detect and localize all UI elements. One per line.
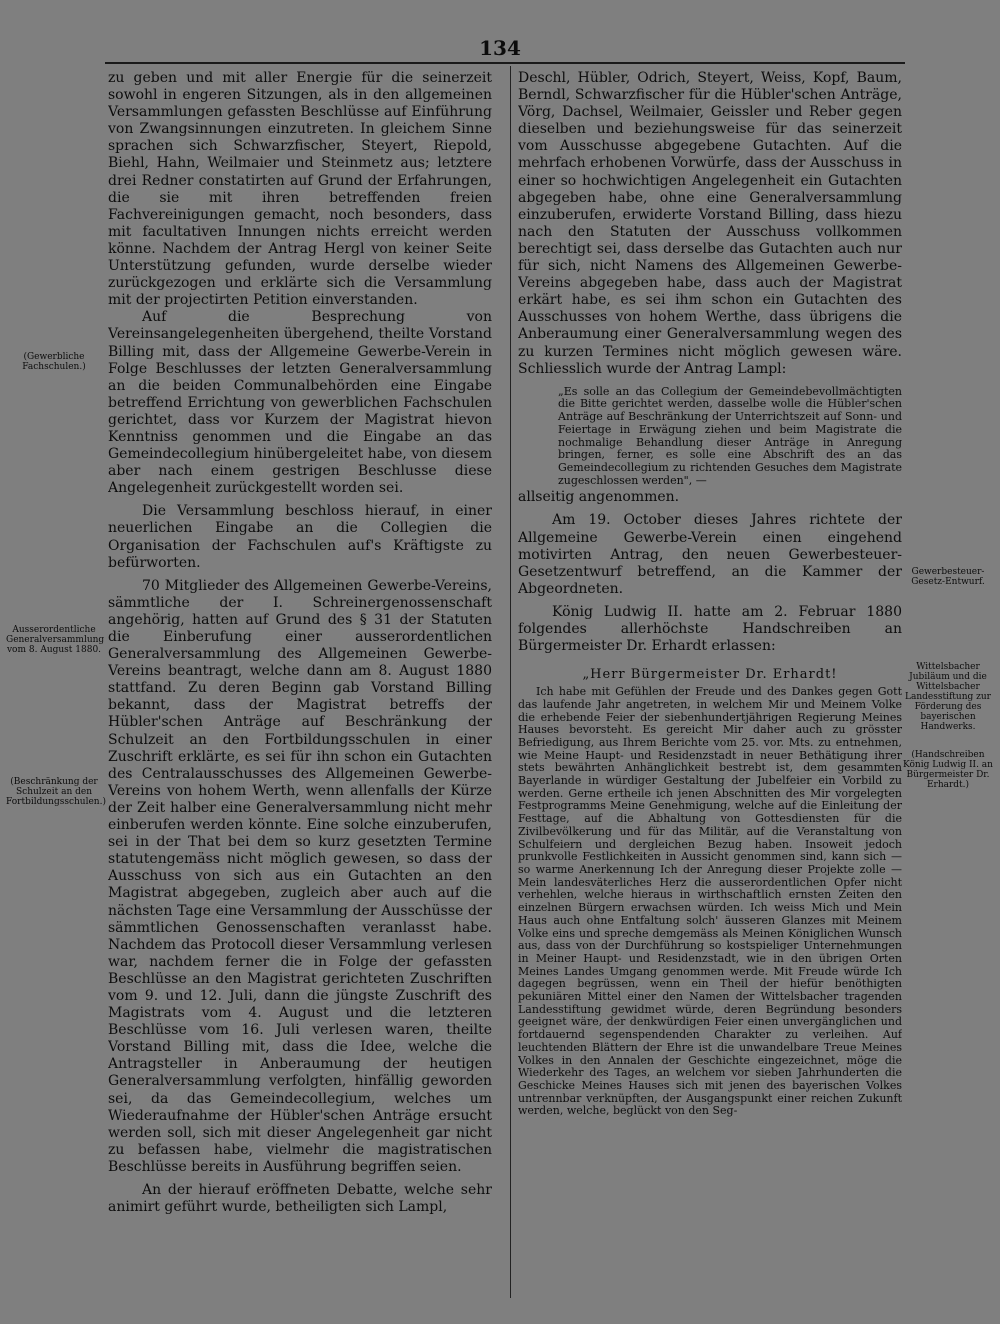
margin-note-fachschulen: (Gewerbliche Fachschulen.) [22,352,86,372]
letter-body: Ich habe mit Gefühlen der Freude und des Dankes gegen Gott das laufende Jahr angetreten, in welchem Mir und Meinem Volke die erhebende Feier der siebenhundertjährigen Regierung Meines Hauses bevorsteht. Es gereicht Mir daher auch zu grösster Befriedigung, aus Ihrem Berichte vom 25. vor. Mts. zu entnehmen, wie Meine Haupt- und Residenzstadt in neuer Bethätigung ihrer stets bewährten Anhänglichkeit bestrebt ist, dem gesammten Bayerlande in würdiger Gestaltung der Jubelfeier ein Vorbild zu werden. Gerne ertheile ich jenen Abschnitten des Mir vorgelegten Festprogramms Meine Genehmigung, welche auf die Einleitung der Festtage, auf die Abhaltung von Gottesdiensten für die Zivilbevölkerung und für das Militär, auf die Veranstaltung von Schulfeiern und dergleichen Bezug haben. Insoweit jedoch prunkvolle Festlichkeiten in Aussicht genommen sind, kann sich — so warme Anerkennung Ich der Anregung dieser Projekte zolle — Mein landesväterliches Herz die ausserordentlichen Opfer nicht verhehlen, welche hieraus in wirthschaftlich ernsten Zeiten den einzelnen Bürgern erwachsen würden. Ich weiss Mich und Mein Haus auch ohne Entfaltung solch' äusseren Glanzes mit Meinem Volke eins und spreche demgemäss als Meinen Königlichen Wunsch aus, dass von der Durchführung so kostspieliger Unternehmungen in Meiner Haupt- und Residenzstadt, wie in den übrigen Orten Meines Landes Umgang genommen werde. Mit Freude würde Ich dagegen begrüssen, wenn ein Theil der hiefür benöthigten pekuniären Mittel einer den Namen der Wittelsbacher tragenden Landesstiftung gewidmet würde, deren Begründung besonders geeignet wäre, der denkwürdigen Feier einen unvergänglichen und fortdauernd segenspendenden Charakter zu verleihen. Auf leuchtenden Blättern der Ehre ist die unwandelbare Treue Meines Volkes in den Annalen der Geschichte eingezeichnet, möge die Wiederkehr des Tages, an welchem vor sieben Jahrhunderten die Geschicke Meines Hauses sich mit jenen des bayerischen Volkes untrennbar verknüpften, der Ausgangspunkt einer reichen Zukunft werden, welche, beglückt von den Seg- [518,685,902,1118]
left-column [108,70,492,1216]
paragraph: König Ludwig II. hatte am 2. Februar 1880 folgendes allerhöchste Handschreiben an Bürgermeister Dr. Erhardt erlassen: [518,603,902,655]
paragraph: zu geben und mit aller Energie für die seinerzeit sowohl in engeren Sitzungen, als in den allgemeinen Versammlungen gefassten Beschlüsse auf Einführung von Zwangsinnungen einzutreten. In gleichem Sinne sprachen sich Schwarzfischer, Steyert, Riepold, Biehl, Hahn, Weilmaier und Steinmetz aus; letztere drei Redner constatirten auf Grund der Erfahrungen, die sie mit ihren betreffenden freien Fachvereinigungen gemacht, noch besonders, dass mit facultativen Innungen nichts erreicht werden könne. Nachdem der Antrag Hergl von keiner Seite Unterstützung gefunden, wurde derselbe wieder zurückgezogen und erklärte sich die Versammlung mit der projectirten Petition einverstanden. [108,70,492,309]
block-quote: „Es solle an das Collegium der Gemeindebevollmächtigten die Bitte gerichtet werden, dasselbe wolle die Hübler'schen Anträge auf Beschränkung der Unterrichtszeit auf Sonn- und Feiertage in Erwägung ziehen und beim Magistrate die nochmalige Behandlung dieser Anträge in Anregung bringen, ferner, es solle eine Abschrift des an das Gemeindecollegium zu richtenden Gesuches dem Magistrate zugeschlossen werden", — [558,384,902,487]
paragraph: 70 Mitglieder des Allgemeinen Gewerbe-Vereins, sämmtliche der I. Schreinergenossenschaft angehörig, hatten auf Grund des § 31 der Statuten die Einberufung einer ausserordentlichen Generalversammlung des Allgemeinen Gewerbe-Vereins beantragt, welche dann am 8. August 1880 stattfand. Zu deren Beginn gab Vorstand Billing bekannt, dass der Magistrat betreffs der Hübler'schen Anträge auf Beschränkung der Schulzeit an den Fortbildungsschulen in einer Zuschrift erklärte, es sei für ihn schon ein Gutachten des Centralausschusses des Allgemeinen Gewerbe-Vereins von hohem Werth, wenn allenfalls der Kürze der Zeit halber eine Generalversammlung nicht mehr einberufen werden könnte. Eine solche einzuberufen, sei in der That bei dem so kurz gesetzten Termine statutengemäss nicht möglich gewesen, so dass der Ausschuss von sich aus ein Gutachten an den Magistrat abgegeben, zugleich aber auch auf die nächsten Tage eine Versammlung der Ausschüsse der sämmtlichen Genossenschaften veranlasst habe. Nachdem das Protocoll dieser Versammlung verlesen war, nachdem ferner die in Folge der gefassten Beschlüsse an den Magistrat gerichteten Zuschriften vom 9. und 12. Juli, dann die jüngste Zuschrift des Magistrats vom 4. August und die letzteren Beschlüsse vom 16. Juli verlesen waren, theilte Vorstand Billing mit, dass die Idee, welche die Antragsteller in Anberaumung der heutigen Generalversammlung verfolgten, hinfällig geworden sei, da das Gemeindecollegium, welches um Wiederaufnahme der Hübler'schen Anträge ersucht werden soll, sich mit dieser Angelegenheit gar nicht zu befassen habe, vielmehr die magistratischen Beschlüsse bereits in Ausführung begriffen seien. [108,577,492,1175]
column-divider [510,66,511,1298]
letter-salutation: „Herr Bürgermeister Dr. Erhardt! [582,667,838,683]
paragraph: Am 19. October dieses Jahres richtete der Allgemeine Gewerbe-Verein einen eingehend motivirten Antrag, den neuen Gewerbesteuer-Gesetzentwurf betreffend, an die Kammer der Abgeordneten. [518,512,902,597]
header-rule [105,62,905,64]
margin-note-handschreiben: (Handschreiben König Ludwig II. an Bürgermeister Dr. Erhardt.) [903,750,993,790]
paragraph: Auf die Besprechung von Vereinsangelegenheiten übergehend, theilte Vorstand Billing mit, dass der Allgemeine Gewerbe-Verein in Folge Beschlusses der letzten Generalversammlung an die beiden Communalbehörden eine Eingabe betreffend Errichtung von gewerblichen Fachschulen gerichtet, dass vor Kurzem der Magistrat hievon Kenntniss genommen und die Eingabe an das Gemeindecollegium hinübergeleitet habe, von diesem aber nach einem gestrigen Beschlusse diese Angelegenheit zurückgestellt worden sei. [108,309,492,497]
paragraph: Die Versammlung beschloss hierauf, in einer neuerlichen Eingabe an die Collegien die Organisation der Fachschulen auf's Kräftigste zu befürworten. [108,503,492,571]
paragraph: allseitig angenommen. [518,489,680,506]
margin-note-gewerbesteuer: Gewerbesteuer-Gesetz-Entwurf. [911,567,985,587]
margin-note-wittelsbacher: Wittelsbacher Jubiläum und die Wittelsbacher Landesstiftung zur Förderung des bayerischen Handwerks. [905,662,991,732]
paragraph: An der hierauf eröffneten Debatte, welche sehr animirt geführt wurde, betheiligten sich Lampl, [108,1182,492,1216]
right-column [518,70,902,1118]
page-number: 134 [479,36,521,60]
paragraph: Deschl, Hübler, Odrich, Steyert, Weiss, Kopf, Baum, Berndl, Schwarzfischer für die Hübler'schen Anträge, Vörg, Dachsel, Weilmaier, Geissler und Reber gegen dieselben und beziehungsweise für das seinerzeit vom Ausschusse abgegebene Gutachten. Auf die mehrfach erhobenen Vorwürfe, dass der Ausschuss in einer so hochwichtigen Angelegenheit ein Gutachten abgegeben habe, ohne eine Generalversammlung einzuberufen, erwiderte Vorstand Billing, dass hiezu nach den Statuten der Ausschuss vollkommen berechtigt sei, dass derselbe das Gutachten auch nur für sich, nicht Namens des Allgemeinen Gewerbe-Vereins abgegeben habe, dass auch der Magistrat erkärt habe, es sei ihm schon ein Gutachten des Ausschusses von hohem Werthe, dass übrigens die Anberaumung einer Generalversammlung wegen des zu kurzen Termines nicht möglich gewesen wäre. Schliesslich wurde der Antrag Lampl: [518,70,902,377]
margin-note-generalversammlung: Ausserordentliche Generalversammlung vom 8. August 1880. [6,625,105,655]
margin-note-schulzeit: (Beschränkung der Schulzeit an den Fortbildungsschulen.) [6,777,106,807]
